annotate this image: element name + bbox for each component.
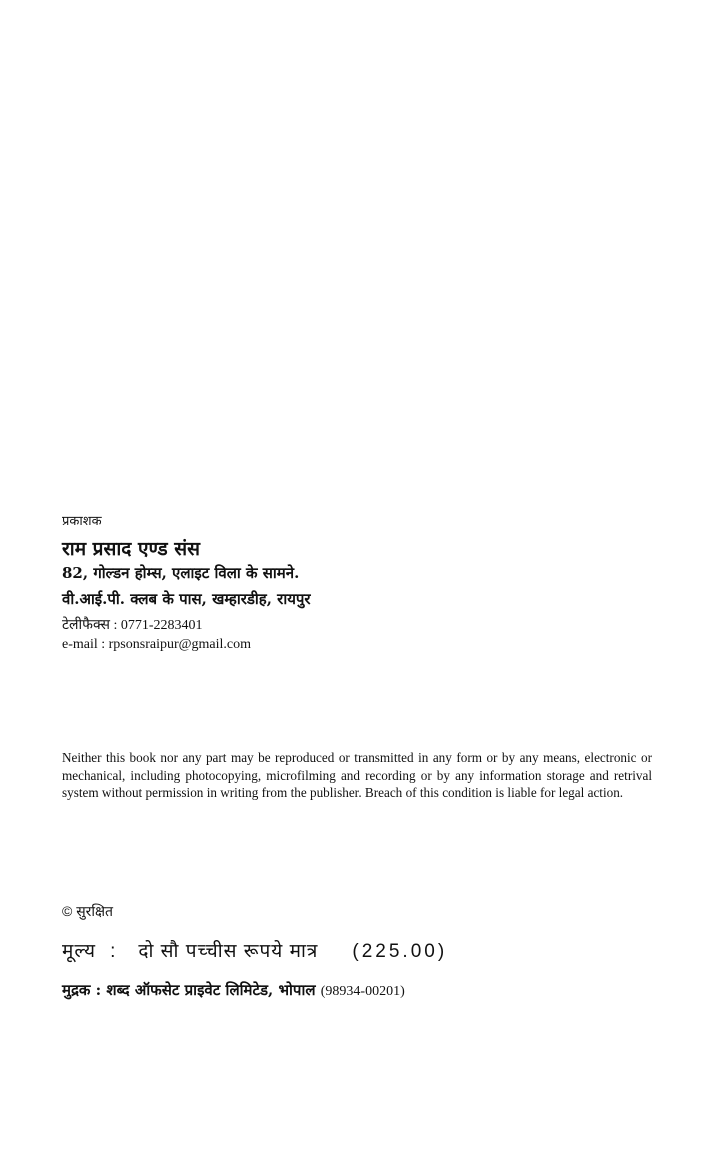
price-line: [62, 937, 447, 963]
price-amount: (225.00): [352, 941, 448, 962]
publisher-name: राम प्रसाद एण्ड संस: [62, 538, 200, 560]
publisher-label: प्रकाशक: [62, 514, 102, 529]
price-label: मूल्य: [62, 941, 97, 962]
price-colon: :: [110, 941, 117, 962]
price-words: दो सौ पच्चीस रूपये मात्र: [138, 941, 319, 962]
publisher-address-line-1: 82, गोल्डन होम्स, एलाइट विला के सामने.: [62, 564, 300, 582]
publisher-phone: टेलीफैक्स : 0771-2283401: [62, 618, 203, 633]
printer-name: मुद्रक : शब्द ऑफसेट प्राइवेट लिमिटेड, भोपाल: [62, 981, 316, 999]
publisher-address-line-2: वी.आई.पी. क्लब के पास, खम्हारडीह, रायपुर: [62, 590, 311, 608]
publisher-email: e-mail : rpsonsraipur@gmail.com: [62, 637, 252, 652]
printer-phone: (98934-00201): [320, 984, 405, 999]
copyright-notice: Neither this book nor any part may be reproduced or transmitted in any form or by any means, electronic or mechanical, including photocopying, microfilming and recording or by any information storage and retrival system without permission in writing from the publisher. Breach of this condition is liable for legal action.: [62, 750, 652, 800]
copyright-line: © सुरक्षित: [62, 903, 114, 919]
printer-line: [62, 980, 405, 1000]
